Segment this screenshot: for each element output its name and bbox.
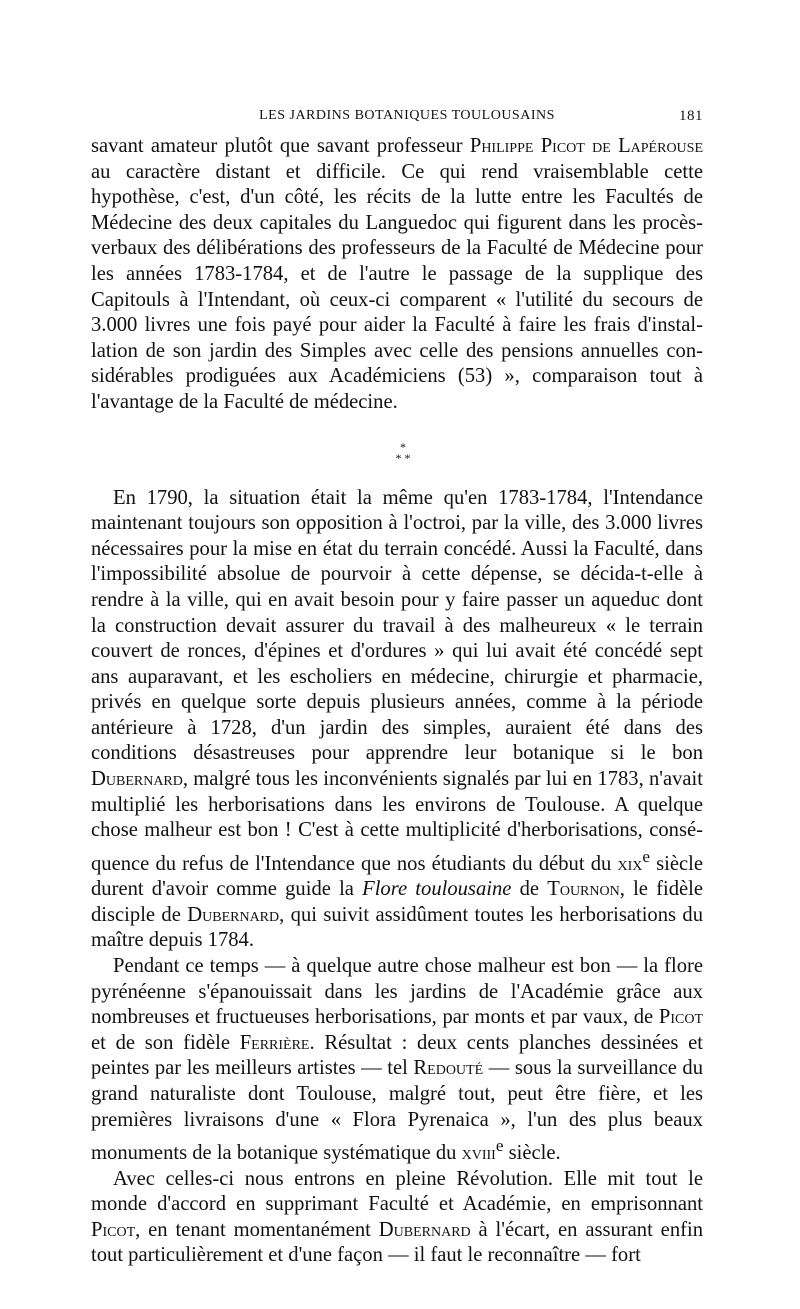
- text-run: , malgré tous les inconvénients signalés par lui en 1783, n'avait multiplié les herborisations dans les environs de Toulouse. A quelque chose malheur est bon ! C'est à cette multiplicité d'herborisations, conséquence du refus de l'Intendance que nos étudiants du début du: [91, 768, 703, 875]
- text-run: — sous la surveillance du grand naturaliste dont Toulouse, malgré tout, peut être fière, et les premières livraisons d'une « Flora Pyrenaica », l'un des plus beaux monuments de la botanique systématique du: [91, 1057, 704, 1165]
- person-name: Dubernard: [187, 903, 280, 926]
- text-run: et de son fidèle: [91, 1031, 240, 1054]
- text-run: . Résultat : deux cents planches dessinées et peintes par les meilleurs artistes — tel: [91, 1031, 703, 1080]
- section-asterism: [91, 439, 703, 465]
- century-numeral: xviii: [461, 1142, 496, 1165]
- paragraph-1: [91, 134, 703, 416]
- person-name: Ferrière: [239, 1031, 310, 1054]
- superscript: e: [495, 1136, 504, 1156]
- person-name: Redouté: [413, 1057, 484, 1080]
- text-run: siècle.: [503, 1142, 561, 1165]
- text-run: En 1790, la situation était la même qu'en 1783-1784, l'Intendance maintenant toujours son opposition à l'octroi, par la ville, des 3.000 livres nécessaires pour la mise en état du terrain concédé. Aussi la Faculté, dans l'impossibilité absolue de pourvoir à cette dépense, se décida-t-elle à rendre à la ville, qui en avait besoin pour y faire passer un aqueduc dont la construction devait assurer du travail à des malheureux « le terrain couvert de ronces, d'épines et d'ordures » qui lui avait été concédé sept ans auparavant, et les escholiers en médecine, chirurgie et pharmacie, privés en quelque sorte depuis plusieurs années, comme à la période antérieure à 1728, d'un jardin des simples, auraient été dans des conditions désastreuses pour apprendre leur botanique si le bon: [91, 486, 703, 765]
- book-page: [91, 108, 703, 1269]
- text-run: de: [511, 878, 548, 901]
- text-run: au caractère distant et difficile. Ce qui rend vraisemblable cette hypothèse, c'est, d'un côté, les récits de la lutte entre les Facultés de Médecine des deux capitales du Languedoc qui figurent dans les procès-verbaux des délibérations des professeurs de la Faculté de Médecine pour les années 1783-1784, et de l'autre le passage de la supplique des Capitouls à l'Intendant, où ceux-ci comparent « l'utilité du secours de 3.000 livres une fois payé pour aider la Faculté à faire les frais d'installation de son jardin des Simples avec celle des pensions annuelles considérables prodiguées aux Académiciens (53) », comparaison tout à l'avantage de la Faculté de médecine.: [91, 160, 703, 413]
- paragraph-3: [91, 954, 703, 1167]
- person-name: Tournon: [547, 878, 620, 901]
- asterism-top: *: [400, 439, 406, 454]
- text-run: , qui suivit assidûment toutes les herborisations du maître depuis 1784.: [91, 903, 703, 952]
- text-run: , en tenant momentanément: [135, 1218, 379, 1241]
- superscript: e: [642, 846, 650, 866]
- text-run: Pendant ce temps — à quelque autre chose malheur est bon — la flore pyrénéenne s'épanouissait dans les jardins de l'Académie grâce aux nombreuses et fructueuses herborisations, par monts et par vaux, de: [91, 955, 703, 1029]
- text-run: , le fidèle disciple de: [91, 878, 704, 926]
- person-name: Dubernard: [378, 1218, 471, 1241]
- book-title: Flore toulousaine: [362, 878, 512, 901]
- paragraph-2: [91, 486, 703, 955]
- page-header: [91, 108, 703, 134]
- person-name: Philippe Picot de Lapérouse: [469, 135, 703, 157]
- asterism-bottom: * *: [395, 450, 411, 465]
- century-numeral: xix: [617, 852, 643, 875]
- text-run: à l'écart, en assurant enfin tout particulièrement et d'une façon — il faut le reconnaître — fort: [91, 1218, 703, 1267]
- running-title: LES JARDINS BOTANIQUES TOULOUSAINS: [259, 108, 555, 123]
- paragraph-4: [91, 1167, 703, 1269]
- person-name: Dubernard: [91, 768, 183, 791]
- person-name: Picot: [658, 1006, 703, 1029]
- person-name: Picot: [91, 1218, 136, 1241]
- text-run: savant amateur plutôt que savant professeur: [91, 135, 470, 157]
- text-run: Avec celles-ci nous entrons en pleine Révolution. Elle mit tout le monde d'accord en supprimant Faculté et Académie, en emprisonnant: [91, 1167, 703, 1216]
- page-number: 181: [679, 108, 703, 124]
- text-run: siècle durent d'avoir comme guide la: [91, 852, 703, 901]
